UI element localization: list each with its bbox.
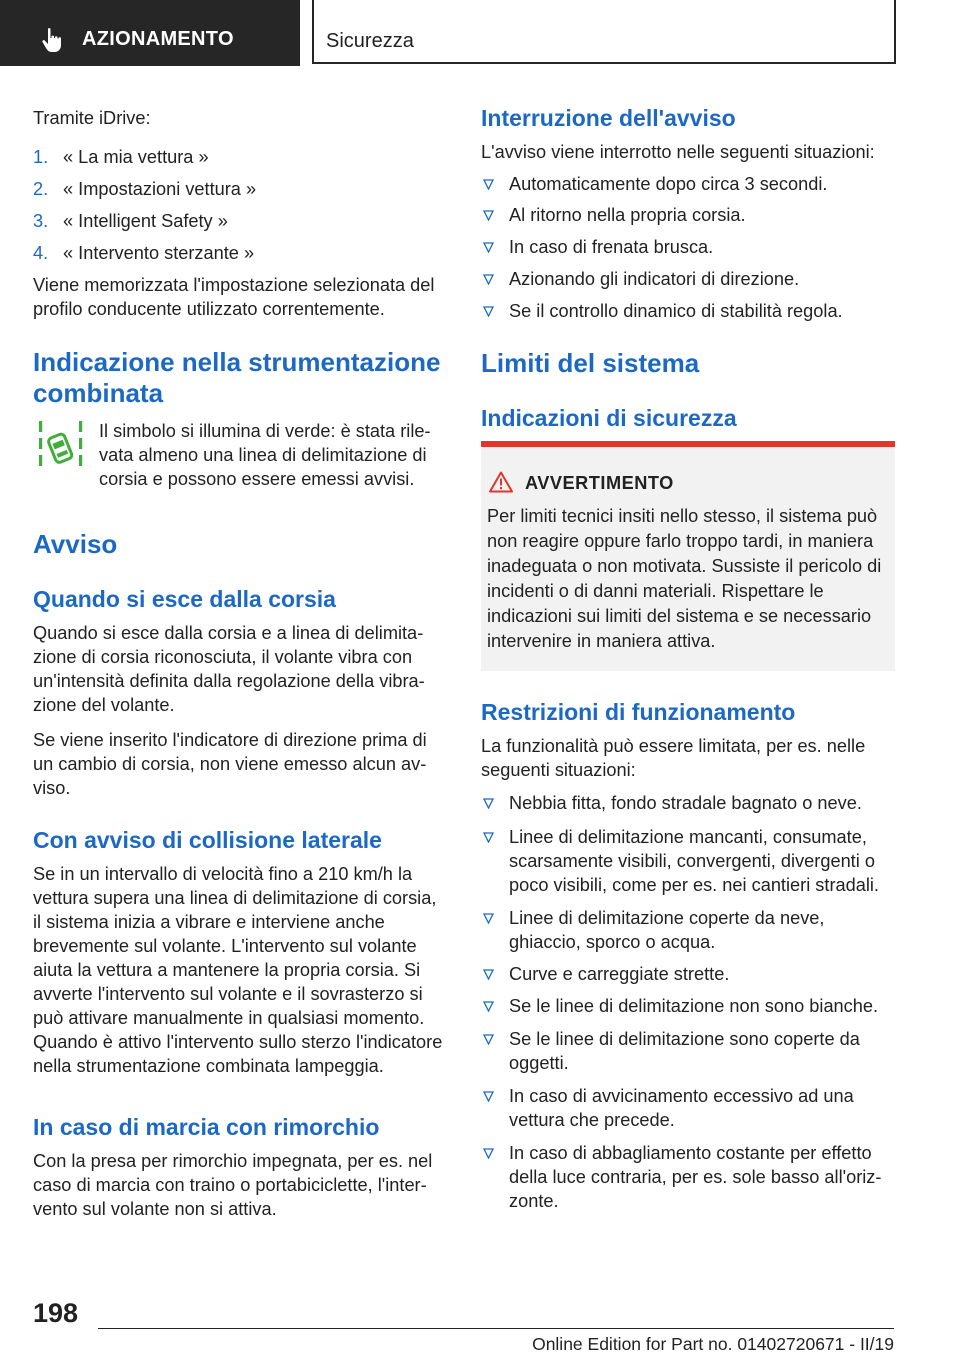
heading-restrictions: Restrizioni di funzionamento bbox=[481, 699, 796, 725]
section-label: AZIONAMENTO bbox=[82, 28, 234, 50]
step-text: « La mia vettura » bbox=[63, 147, 209, 167]
heading-trailer: In caso di marcia con rimorchio bbox=[33, 1114, 380, 1140]
display-description: Il simbolo si illumina di verde: è stata rilevata almeno una linea di delimitazione di corsia e possono essere emessi avvisi. bbox=[99, 421, 431, 489]
list-item-text: In caso di abbagliamento costante per effetto della luce contraria, per es. sole basso all'orizzonte. bbox=[509, 1143, 882, 1211]
bullet-triangle-icon bbox=[483, 1034, 494, 1045]
step-item bbox=[33, 209, 448, 233]
bullet-triangle-icon bbox=[483, 969, 494, 980]
heading-system-limits: Limiti del sistema bbox=[481, 348, 700, 378]
step-text: « Intelligent Safety » bbox=[63, 211, 228, 231]
heading-interruption: Interruzione dell'avviso bbox=[481, 105, 736, 131]
list-item-text: Linee di delimitazione mancanti, consumate, scarsamente visibili, convergenti, divergenti o poco visibili, come per es. nei cantieri stradali. bbox=[509, 827, 879, 895]
warning-triangle-icon bbox=[489, 471, 513, 493]
step-text: « Intervento sterzante » bbox=[63, 243, 255, 263]
bullet-triangle-icon bbox=[483, 913, 494, 924]
section-tab bbox=[0, 0, 300, 66]
bullet-triangle-icon bbox=[483, 242, 494, 253]
memory-note: Viene memorizzata l'impostazione selezionata del profilo conducente utilizzato correntemente. bbox=[33, 275, 435, 319]
bullet-triangle-icon bbox=[483, 1001, 494, 1012]
idrive-intro: Tramite iDrive: bbox=[33, 108, 151, 128]
step-item bbox=[33, 145, 448, 169]
bullet-triangle-icon bbox=[483, 179, 494, 190]
list-item-text: Automaticamente dopo circa 3 secondi. bbox=[509, 174, 828, 194]
list-item-text: Azionando gli indicatori di direzione. bbox=[509, 269, 800, 289]
step-number: 4. bbox=[33, 243, 49, 263]
warning-text: Per limiti tecnici insiti nello stesso, il sistema può non reagire oppure farlo troppo tardi, in maniera inadeguata o non motivata. Sussiste il pericolo di incidenti o di danni materiali. Rispettare le indicazioni sui limiti del sistema e se necessario intervenire in maniera attiva. bbox=[487, 506, 882, 651]
heading-avviso: Avviso bbox=[33, 529, 118, 559]
heading-side-collision: Con avviso di collisione laterale bbox=[33, 827, 382, 853]
bullet-triangle-icon bbox=[483, 210, 494, 221]
heading-display: Indicazione nella strumentazione combinata bbox=[33, 347, 441, 408]
warning-box bbox=[481, 441, 895, 671]
turn-signal-text: Se viene inserito l'indicatore di direzione prima di un cambio di corsia, non viene emesso alcun avviso. bbox=[33, 730, 427, 798]
bullet-triangle-icon bbox=[483, 798, 494, 809]
chapter-label: Sicurezza bbox=[326, 30, 414, 52]
bullet-triangle-icon bbox=[483, 1148, 494, 1159]
list-item-text: Se le linee di delimitazione non sono bianche. bbox=[509, 996, 879, 1016]
warning-title: AVVERTIMENTO bbox=[525, 473, 674, 493]
step-item bbox=[33, 241, 448, 265]
bullet-triangle-icon bbox=[483, 306, 494, 317]
restrictions-intro: La funzionalità può essere limitata, per es. nelle seguenti situazioni: bbox=[481, 736, 866, 780]
bullet-triangle-icon bbox=[483, 832, 494, 843]
page-number: 198 bbox=[33, 1298, 79, 1328]
lane-exit-text: Quando si esce dalla corsia e a linea di delimitazione di corsia riconosciuta, il volante vibra con un'intensità definita dalla regolazione della vibrazione del volante. bbox=[33, 623, 425, 715]
step-number: 1. bbox=[33, 147, 49, 167]
bullet-triangle-icon bbox=[483, 1091, 494, 1102]
chapter-tab bbox=[312, 0, 896, 64]
list-item-text: Linee di delimitazione coperte da neve, ghiaccio, sporco o acqua. bbox=[509, 908, 825, 952]
step-number: 3. bbox=[33, 211, 49, 231]
step-number: 2. bbox=[33, 179, 49, 199]
step-text: « Impostazioni vettura » bbox=[63, 179, 257, 199]
list-item-text: In caso di frenata brusca. bbox=[509, 237, 714, 257]
heading-lane-exit: Quando si esce dalla corsia bbox=[33, 586, 336, 612]
trailer-text: Con la presa per rimorchio impegnata, per es. nel caso di marcia con traino o portabiciclette, l'intervento sul volante non si attiva. bbox=[33, 1151, 433, 1219]
interruption-intro: L'avviso viene interrotto nelle seguenti situazioni: bbox=[481, 142, 875, 162]
list-item-text: In caso di avvicinamento eccessivo ad una vettura che precede. bbox=[509, 1086, 854, 1130]
heading-safety: Indicazioni di sicurezza bbox=[481, 405, 737, 431]
list-item-text: Al ritorno nella propria corsia. bbox=[509, 205, 746, 225]
pointing-hand-icon bbox=[40, 27, 66, 53]
list-item-text: Curve e carreggiate strette. bbox=[509, 964, 730, 984]
step-item bbox=[33, 177, 448, 201]
list-item-text: Nebbia fitta, fondo stradale bagnato o neve. bbox=[509, 793, 862, 813]
footer-divider bbox=[98, 1328, 894, 1329]
side-collision-text: Se in un intervallo di velocità fino a 210 km/h la vettura supera una linea di delimitazione di corsia, il sistema inizia a vibrare e interviene anche brevemente sul volante. L'intervento sul volante aiuta la vettura a mantenere la propria corsia. Si avverte l'intervento sul volante e il sovrasterzo si può attivare manualmente in qualsiasi momento. Quando è attivo l'intervento sullo sterzo l'indicatore nella strumentazione combinata lampeggia. bbox=[33, 864, 443, 1076]
page-header bbox=[0, 0, 960, 66]
bullet-triangle-icon bbox=[483, 274, 494, 285]
list-item-text: Se le linee di delimitazione sono coperte da oggetti. bbox=[509, 1029, 860, 1073]
edition-note: Online Edition for Part no. 01402720671 - II/19 bbox=[532, 1334, 894, 1354]
lane-keeping-icon bbox=[39, 419, 85, 475]
list-item-text: Se il controllo dinamico di stabilità regola. bbox=[509, 301, 843, 321]
